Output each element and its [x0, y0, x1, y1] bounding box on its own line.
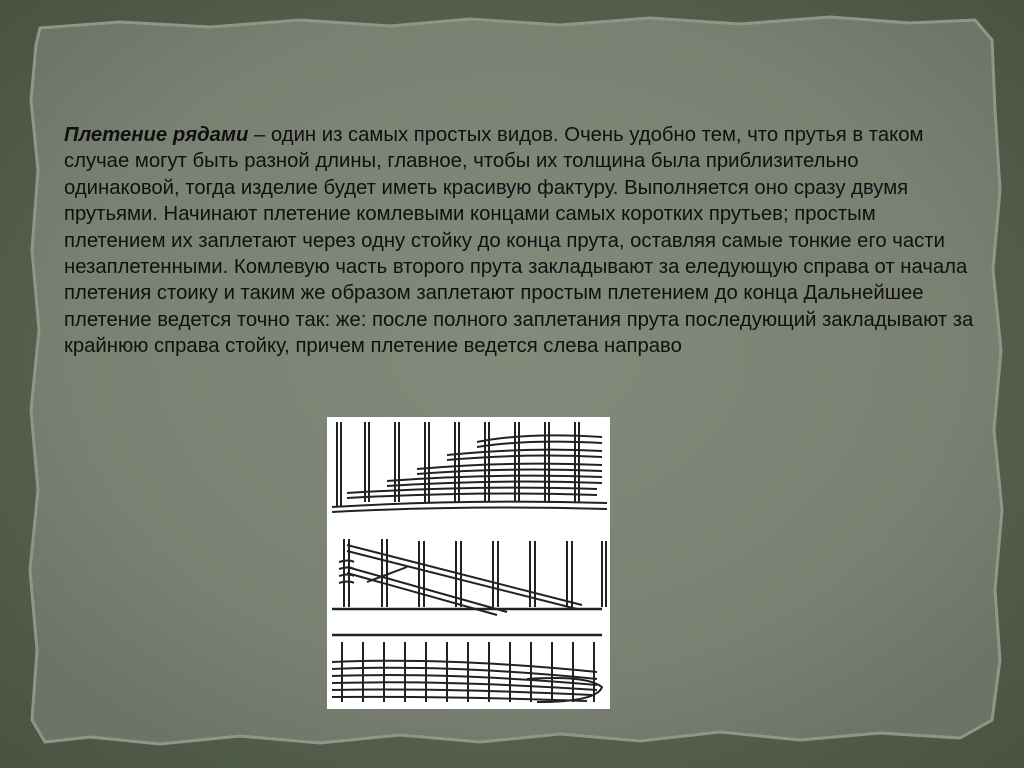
- slide-body: [64, 122, 974, 360]
- weaving-illustration: [327, 417, 610, 709]
- lead-term: Плетение рядами: [64, 124, 249, 146]
- weaving-illustration-icon: [327, 417, 610, 709]
- panel-3: [332, 635, 602, 702]
- panel-2: [332, 539, 606, 615]
- panel-1: [332, 422, 607, 512]
- body-text: – один из самых простых видов. Очень удобно тем, что прутья в таком случае могут быть разной длины, главное, чтобы их толщина была приблизительно одинаковой, тогда изделие будет иметь красивую фактуру. Выполняется оно сразу двумя прутьями. Начинают плетение комлевыми концами самых коротких прутьев; простым плетением их заплетают через одну стойку до конца прута, оставляя самые тонкие его части незаплетенными. Комлевую часть второго прута закладывают за еледующую справа от начала плетения стоику и таким же образом заплетают простым плетением до конца Дальнейшее плетение ведется точно так: же: после полного заплетания прута последующий закладывают за крайнюю справа стойку, причем плетение ведется слева направо: [64, 124, 974, 358]
